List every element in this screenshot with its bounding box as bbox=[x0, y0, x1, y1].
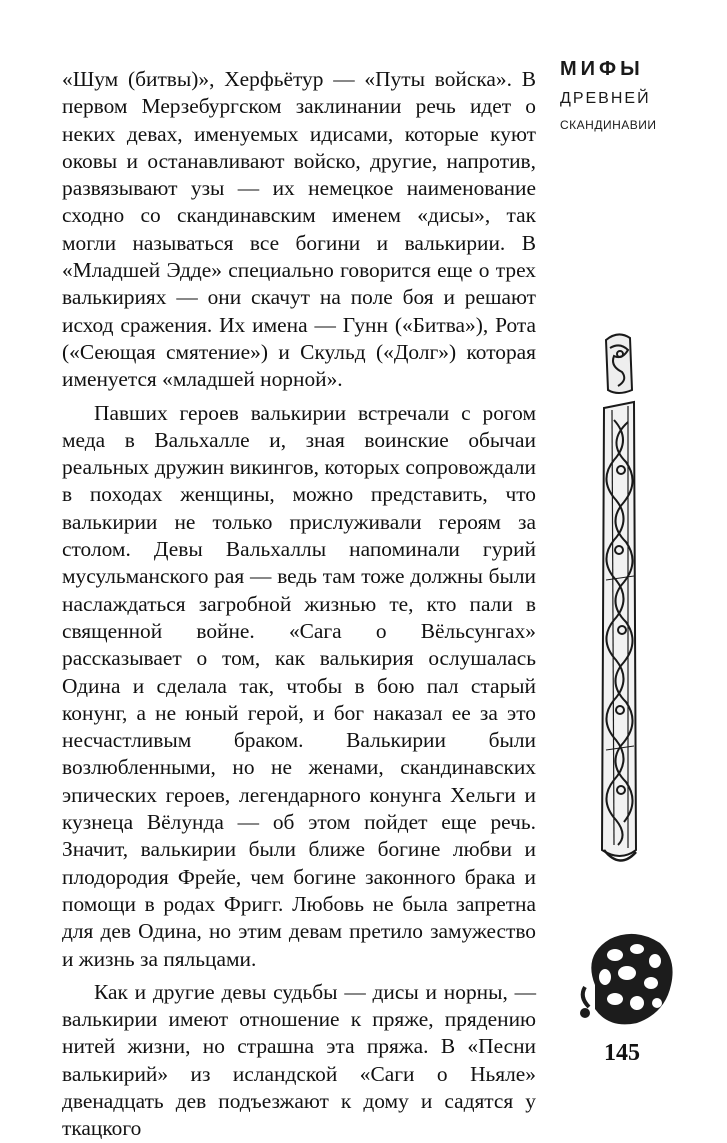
paragraph: Павших героев валькирии встречали с рогом меда в Вальхалле и, зная воинские обычаи реальных дружин викингов, которых сопровождали в походах женщины, можно представить, что валькирии не только прислуживали героям за столом. Девы Вальхаллы напоминали гурий мусульманского рая — ведь там тоже должны были наслаждаться загробной жизнью те, кто пали в священной войне. «Сага о Вёльсунгах» рассказывает о том, как валькирия ослушалась Одина и сделала так, чтобы в бою пал старый конунг, а не юный герой, и бог наказал ее за это несчастливым браком. Валькирии были возлюбленными, но не женами, скандинавских эпических героев, легендарного конунга Хельги и кузнеца Вёлунда — об этом пойдет еще речь. Значит, валькирии были ближе богине любви и плодородия Фрейе, чем богине законного брака и помощи в родах Фригг. Любовь не была запретна для дев Одина, но этим девам претило замужество и жизнь за пяльцами. bbox=[62, 400, 536, 971]
running-head bbox=[560, 56, 680, 136]
running-head-subtitle-2: СКАНДИНАВИИ bbox=[560, 118, 657, 132]
running-head-subtitle: ДРЕВНЕЙ bbox=[560, 90, 651, 107]
paragraph: Как и другие девы судьбы — дисы и норны, — валькирии имеют отношение к пряже, прядению нитей жизни, но страшна эта пряжа. В «Песни валькирий» из исландской «Саги о Ньяле» двенадцать дев подъезжают к дому и садятся у ткацкого bbox=[62, 979, 536, 1141]
running-head-title: МИФЫ bbox=[560, 58, 644, 80]
page-number: 145 bbox=[604, 1040, 640, 1066]
knotwork-illustration bbox=[575, 925, 680, 1030]
paragraph: «Шум (битвы)», Херфьётур — «Путы войска». В первом Мерзебургском заклинании речь идет о неких девах, именуемых идисами, которые куют оковы и останавливают войско, другие, напротив, развязывают узы — их немецкое наименование сходно со скандинавским именем «дисы», так могли называться все богини и валькирии. В «Младшей Эдде» специально говорится еще о трех валькириях — они скачут на поле боя и решают исход сражения. Их имена — Гунн («Битва»), Рота («Сеющая смятение») и Скульд («Долг») которая именуется «младшей норной». bbox=[62, 67, 536, 392]
carved-post-illustration bbox=[588, 330, 648, 875]
body-text bbox=[62, 66, 536, 1143]
